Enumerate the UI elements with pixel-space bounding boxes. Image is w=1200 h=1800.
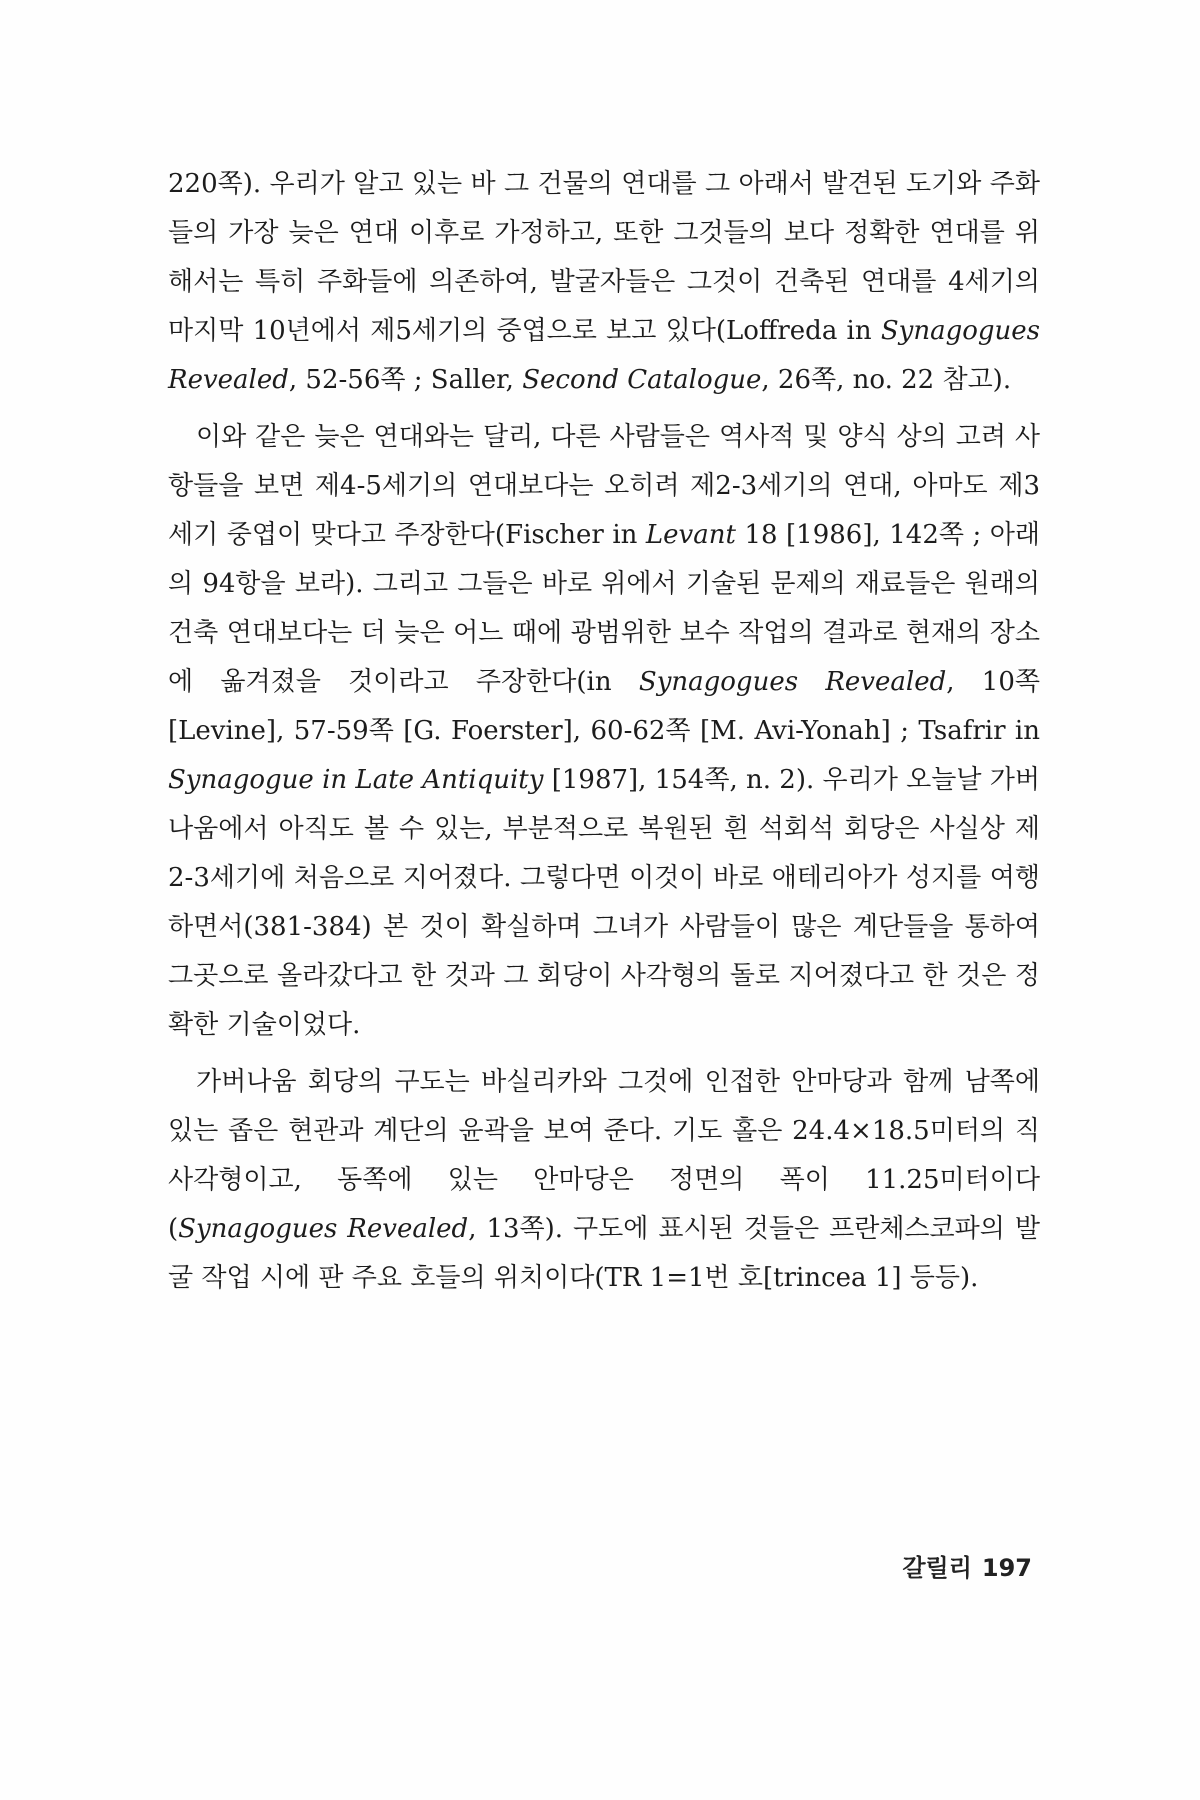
page-footer xyxy=(902,1548,1032,1583)
citation-title: Levant xyxy=(645,520,736,550)
citation-title: Synagogues Revealed xyxy=(178,1214,469,1244)
citation-title: Synagogues Revealed xyxy=(638,667,947,697)
citation-title: Synagogue in Late Antiquity xyxy=(168,765,544,795)
text-run: 18 [1986], 142쪽 ; 아래의 94항을 보라). 그리고 그들은 바로 위에서 기술된 문제의 재료들은 원래의 건축 연대보다는 더 늦은 어느 때에 광범위한 보수 작업의 결과로 현재의 장소에 옮겨졌을 것이라고 주장한다(in xyxy=(168,520,1040,697)
text-run: , 26쪽, no. 22 참고). xyxy=(761,365,1012,395)
paragraph xyxy=(168,413,1040,1050)
paragraph xyxy=(168,160,1040,405)
paragraph xyxy=(168,1058,1040,1303)
text-run: , 10쪽 [Levine], 57-59쪽 [G. Foerster], 60-62쪽 [M. Avi-Yonah] ; Tsafrir in xyxy=(168,667,1040,746)
text-run: , 52-56쪽 ; Saller, xyxy=(288,365,523,395)
text-run: [1987], 154쪽, n. 2). 우리가 오늘날 가버나움에서 아직도 볼 수 있는, 부분적으로 복원된 흰 석회석 회당은 사실상 제2-3세기에 처음으로 지어졌다. 그렇다면 이것이 바로 애테리아가 성지를 여행하면서(381-384) 본 것이 확실하며 그녀가 사람들이 많은 계단들을 통하여 그곳으로 올라갔다고 한 것과 그 회당이 사각형의 돌로 지어졌다고 한 것은 정확한 기술이었다. xyxy=(168,765,1041,1040)
citation-title: Synagogues Revealed xyxy=(168,316,1040,395)
text-run: 가버나움 회당의 구도는 바실리카와 그것에 인접한 안마당과 함께 남쪽에 있는 좁은 현관과 계단의 윤곽을 보여 준다. 기도 홀은 24.4×18.5미터의 직사각형이고, 동쪽에 있는 안마당은 정면의 폭이 11.25미터이다( xyxy=(168,1067,1040,1244)
page-number: 197 xyxy=(981,1554,1032,1582)
text-run: 이와 같은 늦은 연대와는 달리, 다른 사람들은 역사적 및 양식 상의 고려 사항들을 보면 제4-5세기의 연대보다는 오히려 제2-3세기의 연대, 아마도 제3세기 중엽이 맞다고 주장한다(Fischer in xyxy=(168,422,1040,550)
body-text xyxy=(168,160,1040,1311)
text-run: , 13쪽). 구도에 표시된 것들은 프란체스코파의 발굴 작업 시에 판 주요 호들의 위치이다(TR 1=1번 호[trincea 1] 등등). xyxy=(168,1214,1041,1293)
citation-title: Second Catalogue xyxy=(522,365,762,395)
text-run: 220쪽). 우리가 알고 있는 바 그 건물의 연대를 그 아래서 발견된 도기와 주화들의 가장 늦은 연대 이후로 가정하고, 또한 그것들의 보다 정확한 연대를 위해서는 특히 주화들에 의존하여, 발굴자들은 그것이 건축된 연대를 4세기의 마지막 10년에서 제5세기의 중엽으로 보고 있다(Loffreda in xyxy=(168,169,1040,346)
running-head: 갈릴리 xyxy=(902,1554,972,1582)
